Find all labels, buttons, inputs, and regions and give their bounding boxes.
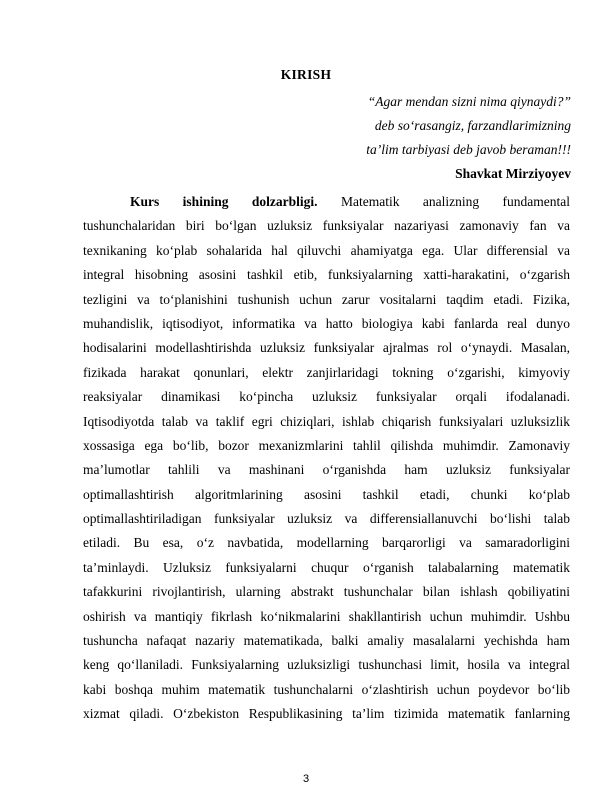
body-line: hodisalarini modellashtirishda uzluksiz funksiyalar ajralmas rol o‘ynaydi. Masalan, [83,340,570,356]
epigraph-line-2: deb so‘rasangiz, farzandlarimizning [374,118,571,133]
body-line: fizikada harakat qonunlari, elektr zanjirlaridagi tokning o‘zgarishi, kimyoviy [83,364,570,380]
body-line: tezligini va to‘planishini tushunish uchun zarur vositalarni taqdim etadi. Fizika, [83,291,570,307]
body-line: tushunchalaridan biri bo‘lgan uzluksiz funksiyalar nazariyasi zamonaviy fan va [83,218,570,234]
body-line: etiladi. Bu esa, o‘z navbatida, modellarning barqarorligi va samaradorligini [83,535,570,551]
body-line-text: Matematik analizning fundamental [317,194,570,209]
body-line: optimallashtirish algoritmlarining asosini tashkil etadi, chunki ko‘plab [83,486,570,502]
body-line: xizmat qiladi. O‘zbekiston Respublikasining ta’lim tizimida matematik fanlarning [83,706,570,722]
body-line: texnikaning ko‘plab sohalarida hal qiluvchi ahamiyatga ega. Ular differensial va [83,242,570,258]
body-line: Iqtisodiyotda talab va taklif egri chiziqlari, ishlab chiqarish funksiyalari uzluksizlik [83,413,570,429]
body-line: keng qo‘llaniladi. Funksiyalarning uzluksizligi tushunchasi limit, hosila va integral [83,657,570,673]
body-line: optimallashtiriladigan funksiyalar uzluksiz va differensiallanuvchi bo‘lishi talab [83,511,570,527]
body-line: reaksiyalar dinamikasi ko‘pincha uzluksiz funksiyalar orqali ifodalanadi. [83,389,570,405]
body-line: muhandislik, iqtisodiyot, informatika va hatto biologiya kabi fanlarda real dunyo [83,315,570,331]
body-line: tushuncha nafaqat nazariy matematikada, balki amaliy masalalarni yechishda ham [83,633,570,649]
body-text [83,190,570,727]
body-line: tafakkurini rivojlantirish, ularning abstrakt tushunchalar bilan ishlash qobiliyatini [83,584,570,600]
body-line: xossasiga ega bo‘lib, bozor mexanizmlarini tahlil qilishda muhimdir. Zamonaviy [83,437,570,453]
epigraph-line-1: “Agar mendan sizni nima qiynaydi?” [367,94,571,109]
body-line: kabi boshqa muhim matematik tushunchalarni o‘zlashtirish uchun poydevor bo‘lib [83,681,570,697]
body-line: ma’lumotlar tahlili va mashinani o‘rganishda ham uzluksiz funksiyalar [83,462,570,478]
epigraph-line-3: ta’lim tarbiyasi deb javob beraman!!! [366,142,571,157]
section-title: KIRISH [280,67,332,82]
epigraph-author: Shavkat Mirziyoyev [455,166,571,181]
page-number: 3 [302,773,310,785]
body-line [83,190,570,214]
lead-heading: Kurs ishining dolzarbligi. [130,194,318,209]
body-line: oshirish va mantiqiy fikrlash ko‘nikmalarini shakllantirish uchun muhimdir. Ushbu [83,608,570,624]
body-line: ta’minlaydi. Uzluksiz funksiyalarni chuqur o‘rganish talabalarning matematik [83,559,570,575]
body-line: integral hisobning asosini tashkil etib, funksiyalarning xatti-harakatini, o‘zgarish [83,267,570,283]
